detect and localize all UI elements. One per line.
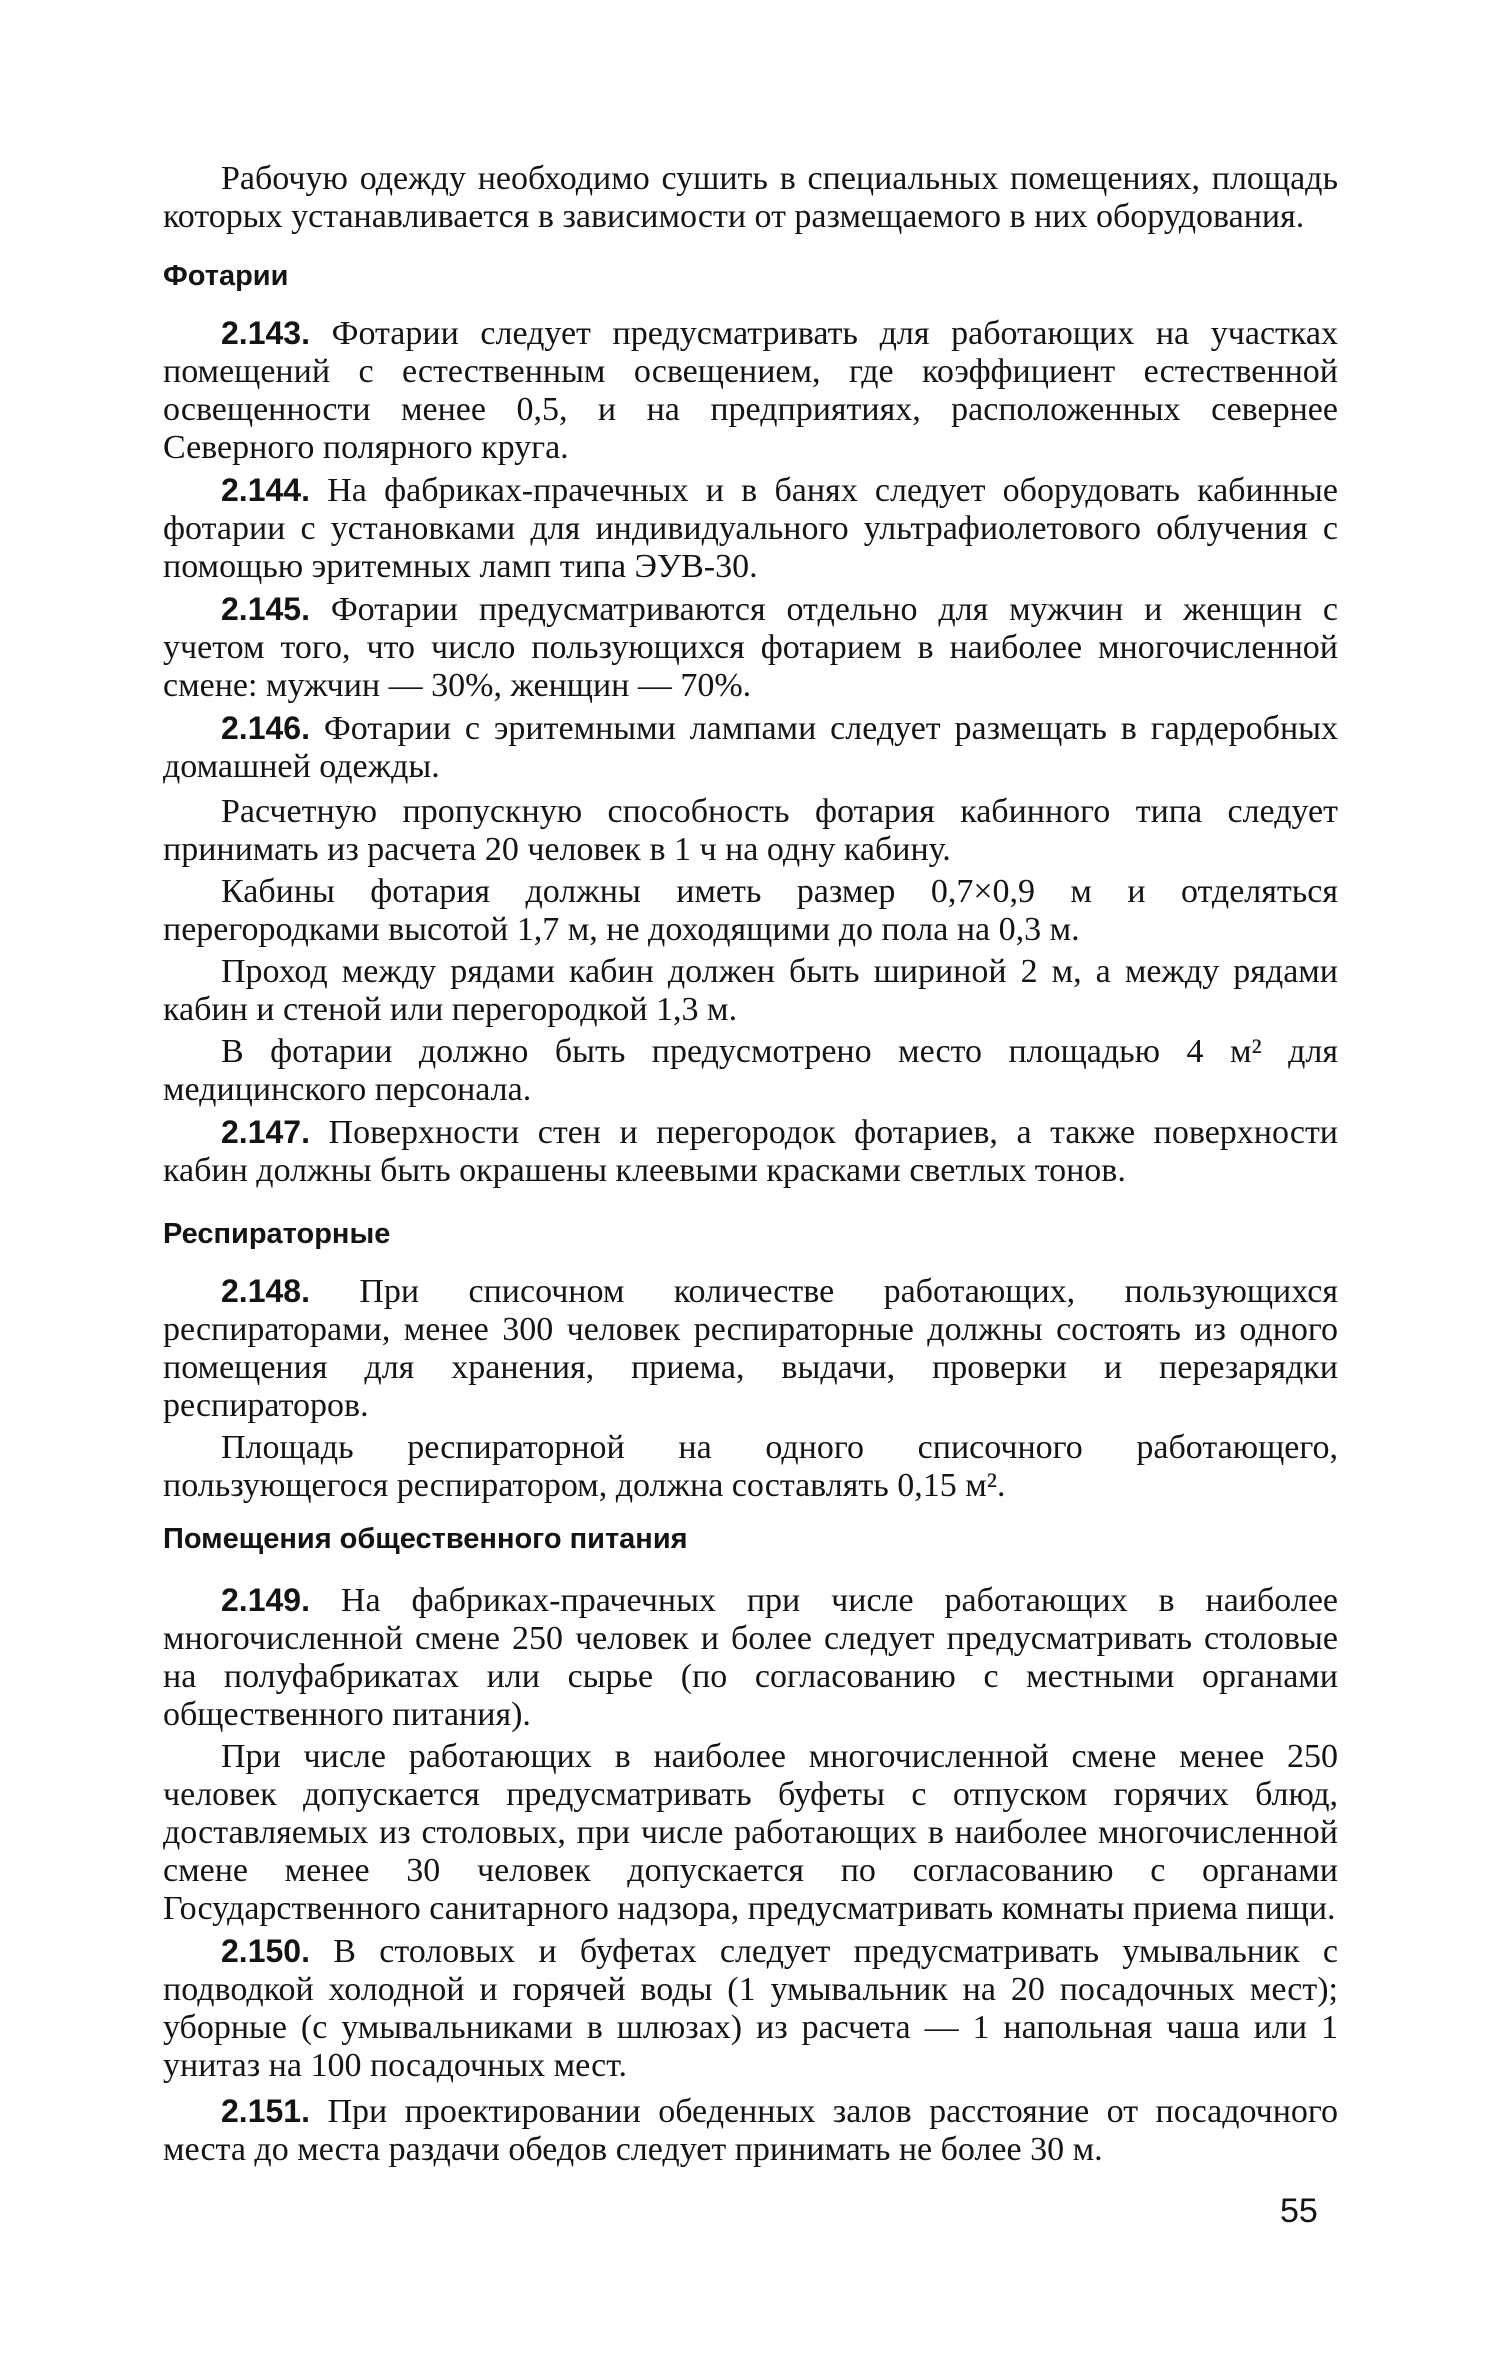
clause-number: 2.150. <box>221 1933 310 1969</box>
paragraph-buffets: При числе работающих в наиболее многочисленной смене менее 250 человек допускается предусматривать буфеты с отпуском горячих блюд, доставляемых из столовых, при числе работающих в наиболее многочисленной смене менее 30 человек допускается по согласованию с органами Государственного санитарного надзора, предусматривать комнаты приема пищи. <box>163 1738 1338 1927</box>
clause-2-145 <box>163 590 1338 705</box>
clause-number: 2.143. <box>221 315 310 351</box>
paragraph-passage: Проход между рядами кабин должен быть шириной 2 м, а между рядами кабин и стеной или перегородкой 1,3 м. <box>163 953 1338 1028</box>
clause-text: На фабриках-прачечных и в банях следует оборудовать кабинные фотарии с установками для индивидуального ультрафиолетового облучения с помощью эритемных ламп типа ЭУВ-30. <box>163 472 1338 585</box>
clause-2-146 <box>163 709 1338 786</box>
clause-text: Фотарии следует предусматривать для работающих на участках помещений с естественным освещением, где коэффициент естественной освещенности менее 0,5, и на предприятиях, расположенных севернее Северного полярного круга. <box>163 315 1338 466</box>
paragraph-respirator-area: Площадь респираторной на одного списочного работающего, пользующегося респиратором, должна составлять 0,15 м². <box>163 1429 1338 1504</box>
clause-text: Поверхности стен и перегородок фотариев, а также поверхности кабин должны быть окрашены клеевыми красками светлых тонов. <box>163 1114 1338 1189</box>
clause-number: 2.151. <box>221 2093 310 2129</box>
paragraph-cabin-size: Кабины фотария должны иметь размер 0,7×0,9 м и отделяться перегородками высотой 1,7 м, не доходящими до пола на 0,3 м. <box>163 873 1338 948</box>
clause-text: На фабриках-прачечных при числе работающих в наиболее многочисленной смене 250 человек и более следует предусматривать столовые на полуфабрикатах или сырье (по согласованию с местными органами общественного питания). <box>163 1582 1338 1733</box>
clause-number: 2.147. <box>221 1114 310 1150</box>
clause-text: В столовых и буфетах следует предусматривать умывальник с подводкой холодной и горячей воды (1 умывальник на 20 посадочных мест); уборные (с умывальниками в шлюзах) из расчета — 1 напольная чаша или 1 унитаз на 100 посадочных мест. <box>163 1933 1338 2084</box>
clause-text: При списочном количестве работающих, пользующихся респираторами, менее 300 человек респираторные должны состоять из одного помещения для хранения, приема, выдачи, проверки и перезарядки респираторов. <box>163 1273 1338 1424</box>
section-heading-respiratornye: Респираторные <box>163 1218 391 1250</box>
clause-2-151 <box>163 2092 1338 2169</box>
clause-number: 2.148. <box>221 1273 310 1309</box>
section-heading-fotarii: Фотарии <box>163 260 289 292</box>
clause-2-143 <box>163 314 1338 467</box>
clause-2-148 <box>163 1272 1338 1425</box>
paragraph-medical-area: В фотарии должно быть предусмотрено место площадью 4 м² для медицинского персонала. <box>163 1033 1338 1108</box>
clause-2-147 <box>163 1113 1338 1190</box>
intro-paragraph: Рабочую одежду необходимо сушить в специальных помещениях, площадь которых устанавливается в зависимости от размещаемого в них оборудования. <box>163 160 1338 235</box>
page-content <box>163 160 1338 2169</box>
page-number: 55 <box>1280 2192 1318 2230</box>
clause-text: Фотарии с эритемными лампами следует размещать в гардеробных домашней одежды. <box>163 710 1339 785</box>
clause-text: При проектировании обеденных залов расстояние от посадочного места до места раздачи обедов следует принимать не более 30 м. <box>163 2093 1339 2168</box>
paragraph-throughput: Расчетную пропускную способность фотария кабинного типа следует принимать из расчета 20 человек в 1 ч на одну кабину. <box>163 793 1338 868</box>
clause-number: 2.145. <box>221 591 310 627</box>
clause-number: 2.144. <box>221 472 310 508</box>
clause-text: Фотарии предусматриваются отдельно для мужчин и женщин с учетом того, что число пользующихся фотарием в наиболее многочисленной смене: мужчин — 30%, женщин — 70%. <box>163 591 1338 704</box>
clause-2-149 <box>163 1581 1338 1734</box>
clause-2-144 <box>163 471 1338 586</box>
clause-2-150 <box>163 1932 1338 2085</box>
section-heading-pitanie: Помещения общественного питания <box>163 1523 688 1555</box>
clause-number: 2.149. <box>221 1582 310 1618</box>
clause-number: 2.146. <box>221 710 310 746</box>
